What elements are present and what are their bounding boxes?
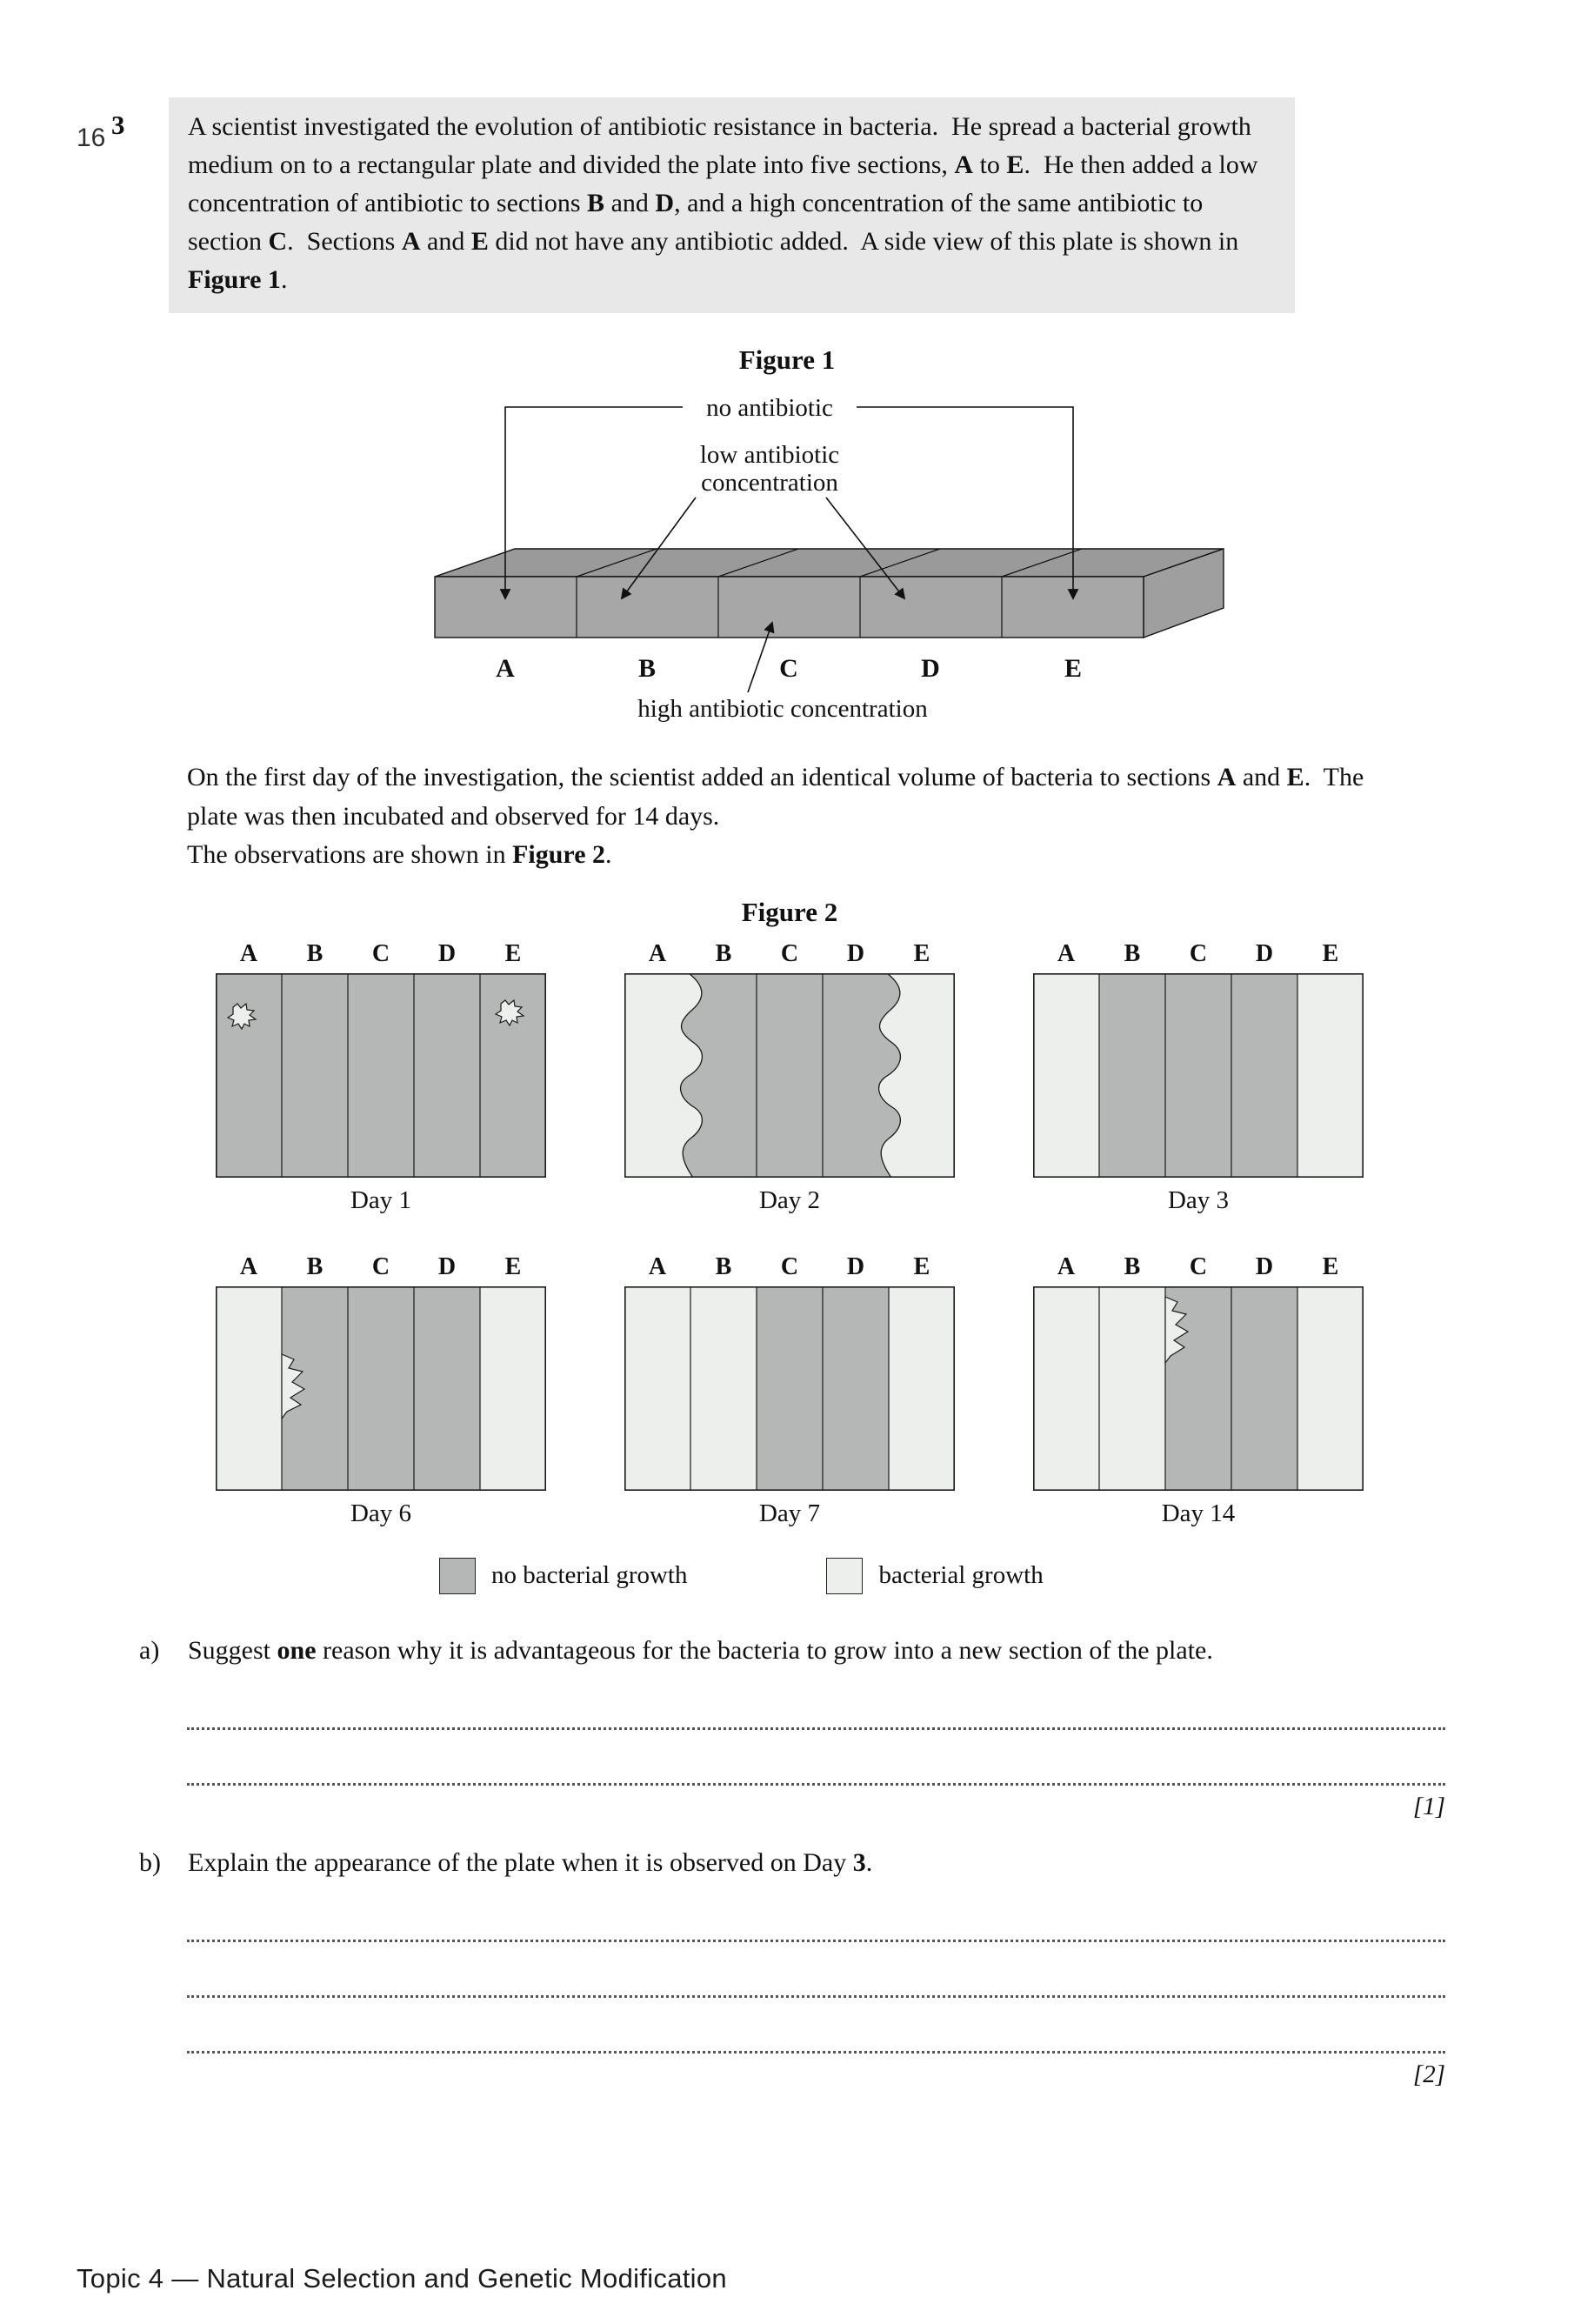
answer-line xyxy=(187,1942,1445,1998)
plate-section xyxy=(216,1286,282,1491)
prompt-b xyxy=(139,1845,1574,1881)
section-letter: C xyxy=(780,1252,799,1280)
section-letter: D xyxy=(1255,939,1274,967)
label-no-antibiotic: no antibiotic xyxy=(706,394,833,423)
section-letter: E xyxy=(913,939,930,967)
plate-day-2 xyxy=(624,940,955,1215)
plate-day-14 xyxy=(1033,1253,1364,1528)
plate-day-7 xyxy=(624,1253,955,1528)
legend-swatch-no-growth xyxy=(439,1558,476,1594)
plate-day-1 xyxy=(216,940,546,1215)
plate-section xyxy=(1099,1286,1165,1491)
day-label: Day 14 xyxy=(1161,1499,1236,1527)
plate-section xyxy=(624,1286,690,1491)
section-letter: C xyxy=(371,939,390,967)
plate-section xyxy=(1099,973,1165,1178)
answer-line xyxy=(187,1674,1445,1730)
section-letter: B xyxy=(715,939,732,967)
plate-section xyxy=(348,1286,414,1491)
prompt-a-label: a) xyxy=(139,1635,160,1665)
answer-area-a xyxy=(187,1674,1445,1822)
section-letter: C xyxy=(1189,1252,1208,1280)
plate-section xyxy=(690,1286,757,1491)
prompt-b-label: b) xyxy=(139,1847,161,1877)
plate-section xyxy=(757,973,823,1178)
page-number: 16 xyxy=(77,124,106,152)
figure2-legend xyxy=(439,1558,1574,1594)
section-letter: A xyxy=(239,1252,258,1280)
marks-b: [2] xyxy=(1412,2060,1445,2088)
topic-footer: Topic 4 — Natural Selection and Genetic Modification xyxy=(77,2263,727,2294)
plate-section xyxy=(348,973,414,1178)
figure1-diagram xyxy=(248,390,1326,738)
day-label: Day 7 xyxy=(758,1499,821,1527)
plate-day-3 xyxy=(1033,940,1364,1215)
prompt-a-text: Suggest one reason why it is advantageous for the bacteria to grow into a new section of the plate. xyxy=(188,1635,1213,1665)
section-letter: D xyxy=(437,939,457,967)
section-letter: A xyxy=(496,654,515,684)
section-letter: B xyxy=(715,1252,732,1280)
section-letter: D xyxy=(437,1252,457,1280)
answer-area-b xyxy=(187,1887,1445,2090)
section-letter: E xyxy=(504,939,522,967)
section-letter: A xyxy=(648,939,667,967)
section-letter: A xyxy=(648,1252,667,1280)
figure1-title: Figure 1 xyxy=(738,344,836,376)
plate-diagram xyxy=(1033,973,1364,1178)
prompt-b-text: Explain the appearance of the plate when it is observed on Day 3. xyxy=(188,1847,873,1877)
plate-section xyxy=(1231,973,1297,1178)
section-letter: B xyxy=(637,654,657,684)
answer-line xyxy=(187,1887,1445,1942)
plate-section xyxy=(282,973,348,1178)
section-letter: A xyxy=(239,939,258,967)
plate-section xyxy=(414,1286,480,1491)
plate-section xyxy=(823,1286,889,1491)
label-low-antibiotic-line1: low antibiotic xyxy=(699,441,840,470)
section-letter: E xyxy=(1064,654,1083,684)
section-letter: B xyxy=(306,1252,323,1280)
legend-item-growth xyxy=(826,1558,1043,1594)
section-letter: C xyxy=(779,654,798,684)
section-letter: B xyxy=(1124,939,1141,967)
plate-section-labels xyxy=(496,654,1082,683)
plate-section-letters xyxy=(624,940,955,968)
section-letter: D xyxy=(1255,1252,1274,1280)
section-letter: E xyxy=(504,1252,522,1280)
label-low-antibiotic-line2: concentration xyxy=(701,469,838,498)
section-letter: E xyxy=(1322,939,1339,967)
answer-line xyxy=(187,1730,1445,1786)
plate-diagram xyxy=(624,1286,955,1491)
plate-section-letters xyxy=(624,1253,955,1281)
day-label: Day 1 xyxy=(350,1185,412,1214)
plate-diagram xyxy=(216,973,546,1178)
plate-section xyxy=(1165,973,1231,1178)
plate-day-6 xyxy=(216,1253,546,1528)
plate-section xyxy=(1033,1286,1099,1491)
section-letter: D xyxy=(846,1252,865,1280)
plate-section xyxy=(757,1286,823,1491)
plate-diagram xyxy=(624,973,955,1178)
section-letter: E xyxy=(1322,1252,1339,1280)
section-letter: B xyxy=(1124,1252,1141,1280)
label-high-antibiotic: high antibiotic concentration xyxy=(637,695,928,724)
plate-section-letters xyxy=(216,1253,546,1281)
question-number: 3 xyxy=(111,110,125,140)
plate-diagram xyxy=(1033,1286,1364,1491)
plate-section xyxy=(1231,1286,1297,1491)
legend-item-no-growth xyxy=(439,1558,687,1594)
section-letter: C xyxy=(371,1252,390,1280)
plate-section xyxy=(216,973,282,1178)
plate-section xyxy=(1297,1286,1364,1491)
section-letter: C xyxy=(780,939,799,967)
section-letter: E xyxy=(913,1252,930,1280)
legend-label-no-growth: no bacterial growth xyxy=(491,1561,688,1590)
plate-diagram xyxy=(216,1286,546,1491)
figure-1 xyxy=(248,344,1326,738)
section-letter: A xyxy=(1057,1252,1076,1280)
plate-section-letters xyxy=(1033,940,1364,968)
figure2-title: Figure 2 xyxy=(741,896,838,927)
day-label: Day 3 xyxy=(1167,1185,1230,1214)
plate-section-letters xyxy=(216,940,546,968)
plate-section-letters xyxy=(1033,1253,1364,1281)
section-letter: B xyxy=(306,939,323,967)
plate-section xyxy=(480,1286,546,1491)
figure2-plates-grid xyxy=(216,940,1574,1528)
plate-section xyxy=(414,973,480,1178)
plate-section xyxy=(889,1286,955,1491)
section-letter: A xyxy=(1057,939,1076,967)
section-letter: D xyxy=(846,939,865,967)
marks-a: [1] xyxy=(1412,1792,1445,1820)
section-letter: D xyxy=(921,654,940,684)
plate-top-face xyxy=(435,549,1224,577)
prompt-a xyxy=(139,1633,1574,1669)
legend-label-growth: bacterial growth xyxy=(878,1561,1044,1590)
question-3 xyxy=(111,97,1574,313)
legend-swatch-growth xyxy=(826,1558,863,1594)
question-middle-text: On the first day of the investigation, the scientist added an identical volume of bacteria to sections A and E. The plate was then incubated and observed for 14 days. The observations are shown in Figure 2. xyxy=(187,763,1371,869)
plate-front-face xyxy=(435,577,1144,638)
question-intro-text: A scientist investigated the evolution of antibiotic resistance in bacteria. He spread a bacterial growth medium on to a rectangular plate and divided the plate into five sections, A to E. He then added a low concentration of antibiotic to sections B and D, and a high concentration of the same antibiotic to section C. Sections A and E did not have any antibiotic added. A side view of this plate is shown in Figure 1. xyxy=(169,97,1295,313)
plate-section xyxy=(1033,973,1099,1178)
answer-line xyxy=(187,1998,1445,2054)
plate-section xyxy=(1297,973,1364,1178)
day-label: Day 6 xyxy=(350,1499,412,1527)
day-label: Day 2 xyxy=(758,1185,821,1214)
section-letter: C xyxy=(1189,939,1208,967)
